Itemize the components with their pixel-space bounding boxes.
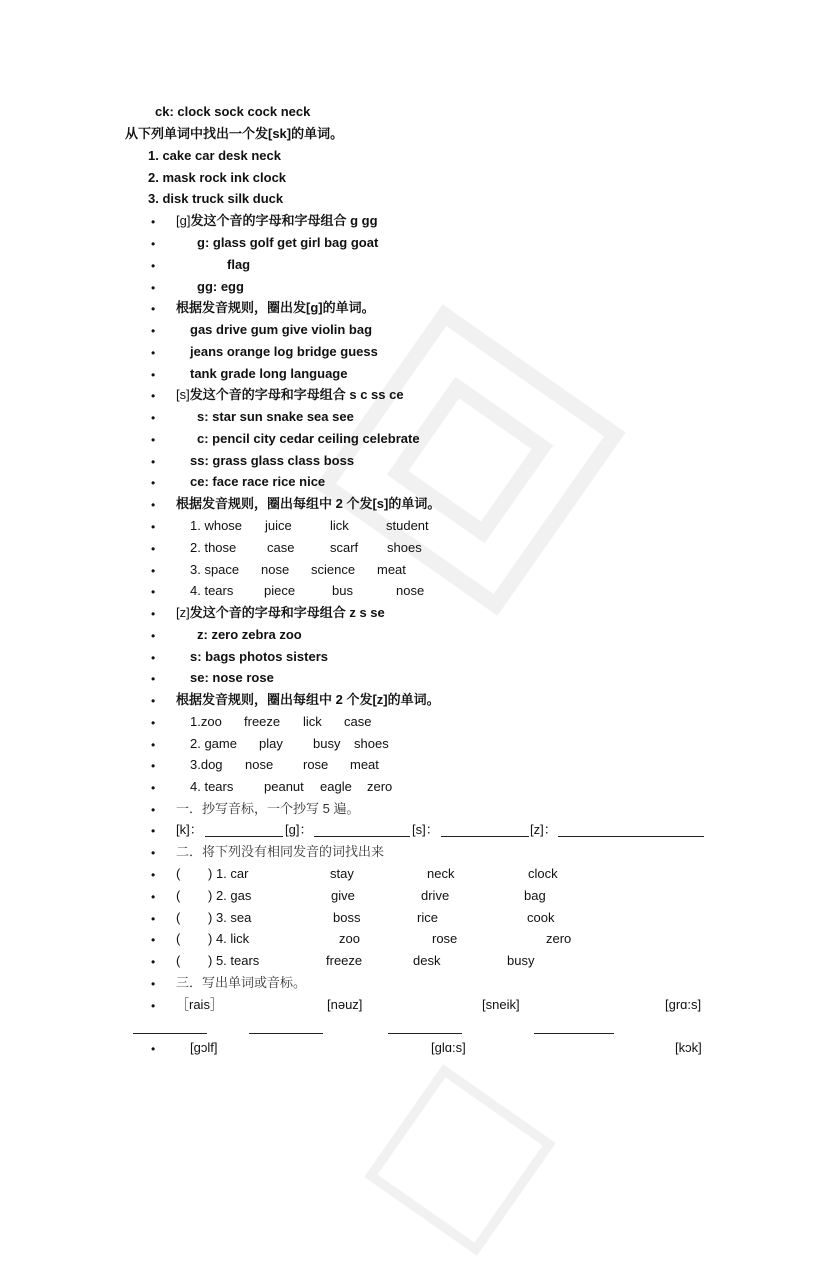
z-group-1-word-1: 1.zoo [190, 714, 222, 729]
bullet: • [151, 846, 156, 860]
copy-label-z: [z]： [530, 822, 557, 837]
bullet: • [151, 999, 156, 1013]
copy-label-s: [s]： [412, 822, 439, 837]
g-word-row-2: jeans orange log bridge guess [190, 344, 378, 359]
gg-examples: gg: egg [197, 279, 244, 294]
odd-item-3-word-4: cook [527, 910, 555, 925]
copy-blank-g[interactable] [314, 836, 410, 837]
bullet: • [151, 1042, 156, 1056]
s-group-2-word-3: scarf [330, 540, 359, 555]
question-sk-item-1: 1. cake car desk neck [148, 148, 281, 163]
s-symbol: [s] [176, 387, 190, 402]
bullet: • [151, 781, 156, 795]
bullet: • [151, 868, 156, 882]
bullet: • [151, 237, 156, 251]
copy-label-g: [g]： [285, 822, 313, 837]
z-group-2-word-4: shoes [354, 736, 389, 751]
s-group-2-word-4: shoes [387, 540, 422, 555]
s-z-examples: s: bags photos sisters [190, 649, 328, 664]
z-group-2-word-2: play [259, 736, 283, 751]
phonetic-1: ［rais］ [176, 997, 223, 1012]
s-rule [176, 387, 404, 403]
answer-blank-4[interactable] [534, 1033, 614, 1034]
g-circle-instruction: 根据发音规则，圈出发[g]的单词。 [176, 300, 375, 315]
odd-item-5-word-2: freeze [326, 953, 363, 968]
bullet: • [151, 455, 156, 469]
odd-item-3-word-2: boss [333, 910, 361, 925]
bullet: • [151, 738, 156, 752]
phonetic-7: [kɔk] [675, 1040, 702, 1055]
g-rule-text: 发这个音的字母和字母组合 g gg [190, 213, 378, 228]
bullet: • [151, 759, 156, 773]
bullet: • [151, 955, 156, 969]
odd-item-4-word-4: zero [546, 931, 572, 946]
bullet: • [151, 564, 156, 578]
bullet: • [151, 672, 156, 686]
s-circle-instruction: 根据发音规则，圈出每组中 2 个发[s]的单词。 [176, 496, 441, 511]
copy-blank-s[interactable] [441, 836, 529, 837]
z-group-2-word-1: 2. game [190, 736, 237, 751]
odd-item-5-word-3: desk [413, 953, 441, 968]
odd-item-3-word-1: ) 3. sea [208, 910, 252, 925]
s-rule-text: 发这个音的字母和字母组合 s c ss ce [189, 387, 404, 402]
odd-item-4-word-1: ) 4. lick [208, 931, 250, 946]
answer-blank-2[interactable] [249, 1033, 323, 1034]
z-symbol: [z] [176, 605, 190, 620]
question-sk-item-3: 3. disk truck silk duck [148, 191, 284, 206]
odd-item-5-word-4: busy [507, 953, 535, 968]
s-group-2-word-1: 2. those [190, 540, 237, 555]
ck-examples: ck: clock sock cock neck [155, 104, 311, 119]
odd-item-1-word-3: neck [427, 866, 455, 881]
ss-examples: ss: grass glass class boss [190, 453, 355, 468]
bullet: • [151, 803, 156, 817]
z-group-3-word-4: meat [350, 757, 379, 772]
bullet: • [151, 651, 156, 665]
phonetic-5: [gɔlf] [190, 1040, 218, 1055]
z-group-3-word-3: rose [303, 757, 329, 772]
question-sk-item-2: 2. mask rock ink clock [148, 170, 287, 185]
answer-paren-4[interactable]: ( [176, 931, 181, 946]
phonetic-2: [nəuz] [327, 997, 363, 1012]
bullet: • [151, 259, 156, 273]
section-3-title: 三．写出单词或音标。 [176, 975, 307, 990]
g-symbol: [g] [176, 213, 191, 228]
z-group-3-word-1: 3.dog [190, 757, 223, 772]
g-word-row-3: tank grade long language [190, 366, 348, 381]
phonetic-3: [sneik] [482, 997, 520, 1012]
odd-item-1-word-2: stay [330, 866, 354, 881]
bullet: • [151, 542, 156, 556]
z-group-1-word-2: freeze [244, 714, 281, 729]
odd-item-2-word-2: give [331, 888, 355, 903]
z-group-4-word-1: 4. tears [190, 779, 234, 794]
phonetic-6: [glɑ:s] [431, 1040, 466, 1055]
s-group-1-word-1: 1. whose [190, 518, 243, 533]
z-group-3-word-2: nose [245, 757, 274, 772]
bullet: • [151, 324, 156, 338]
section-2-title: 二．将下列没有相同发音的词找出来 [176, 844, 385, 859]
s-group-1-word-3: lick [330, 518, 349, 533]
bullet: • [151, 368, 156, 382]
s-group-1-word-2: juice [265, 518, 292, 533]
z-group-4-word-4: zero [367, 779, 393, 794]
odd-item-2-word-3: drive [421, 888, 450, 903]
z-group-1-word-4: case [344, 714, 372, 729]
bullet: • [151, 433, 156, 447]
ce-examples: ce: face race rice nice [190, 474, 326, 489]
bullet: • [151, 716, 156, 730]
answer-paren-3[interactable]: ( [176, 910, 181, 925]
copy-blank-k[interactable] [205, 836, 283, 837]
answer-blank-1[interactable] [133, 1033, 207, 1034]
s-group-4-word-3: bus [332, 583, 353, 598]
odd-item-2-word-4: bag [524, 888, 546, 903]
z-group-1-word-3: lick [303, 714, 322, 729]
bullet: • [151, 498, 156, 512]
copy-blank-z[interactable] [558, 836, 704, 837]
s-group-4-word-4: nose [396, 583, 425, 598]
bullet: • [151, 890, 156, 904]
s-examples: s: star sun snake sea see [197, 409, 354, 424]
g-flag: flag [227, 257, 251, 272]
s-group-4-word-1: 4. tears [190, 583, 234, 598]
answer-paren-1[interactable]: ( [176, 866, 181, 881]
bullet: • [151, 281, 156, 295]
z-group-4-word-2: peanut [264, 779, 304, 794]
bullet: • [151, 302, 156, 316]
z-group-4-word-3: eagle [320, 779, 352, 794]
odd-item-4-word-2: zoo [339, 931, 360, 946]
answer-paren-5[interactable]: ( [176, 953, 181, 968]
odd-item-4-word-3: rose [432, 931, 458, 946]
s-group-3-word-1: 3. space [190, 562, 240, 577]
question-sk: 从下列单词中找出一个发[sk]的单词。 [125, 126, 344, 141]
s-group-3-word-4: meat [377, 562, 406, 577]
z-group-2-word-3: busy [313, 736, 341, 751]
z-examples: z: zero zebra zoo [197, 627, 302, 642]
bullet: • [151, 215, 156, 229]
bullet: • [151, 585, 156, 599]
bullet: • [151, 520, 156, 534]
answer-paren-2[interactable]: ( [176, 888, 181, 903]
odd-item-2-word-1: ) 2. gas [208, 888, 252, 903]
odd-item-3-word-3: rice [417, 910, 438, 925]
phonetic-4: [grɑ:s] [665, 997, 702, 1012]
s-group-4-word-2: piece [264, 583, 296, 598]
odd-item-1-word-4: clock [528, 866, 558, 881]
bullet: • [151, 912, 156, 926]
se-examples: se: nose rose [190, 670, 274, 685]
bullet: • [151, 694, 156, 708]
s-group-2-word-2: case [267, 540, 295, 555]
answer-blank-3[interactable] [388, 1033, 462, 1034]
g-word-row-1: gas drive gum give violin bag [190, 322, 373, 337]
g-examples: g: glass golf get girl bag goat [197, 235, 379, 250]
z-rule-text: 发这个音的字母和字母组合 z s se [189, 605, 385, 620]
s-group-1-word-4: student [386, 518, 429, 533]
bullet: • [151, 476, 156, 490]
c-examples: c: pencil city cedar ceiling celebrate [197, 431, 420, 446]
s-group-3-word-2: nose [261, 562, 290, 577]
bullet: • [151, 346, 156, 360]
z-rule [176, 605, 385, 621]
bullet: • [151, 389, 156, 403]
bullet: • [151, 933, 156, 947]
copy-label-k: [k]： [176, 822, 203, 837]
odd-item-1-word-1: ) 1. car [208, 866, 249, 881]
bullet: • [151, 977, 156, 991]
bullet: • [151, 411, 156, 425]
z-circle-instruction: 根据发音规则，圈出每组中 2 个发[z]的单词。 [176, 692, 440, 707]
odd-item-5-word-1: ) 5. tears [208, 953, 260, 968]
section-1-title: 一．抄写音标，一个抄写 5 遍。 [176, 801, 360, 816]
g-rule [176, 213, 378, 229]
bullet: • [151, 607, 156, 621]
s-group-3-word-3: science [311, 562, 356, 577]
bullet: • [151, 824, 156, 838]
bullet: • [151, 629, 156, 643]
watermark-logo-2 [349, 1049, 572, 1271]
